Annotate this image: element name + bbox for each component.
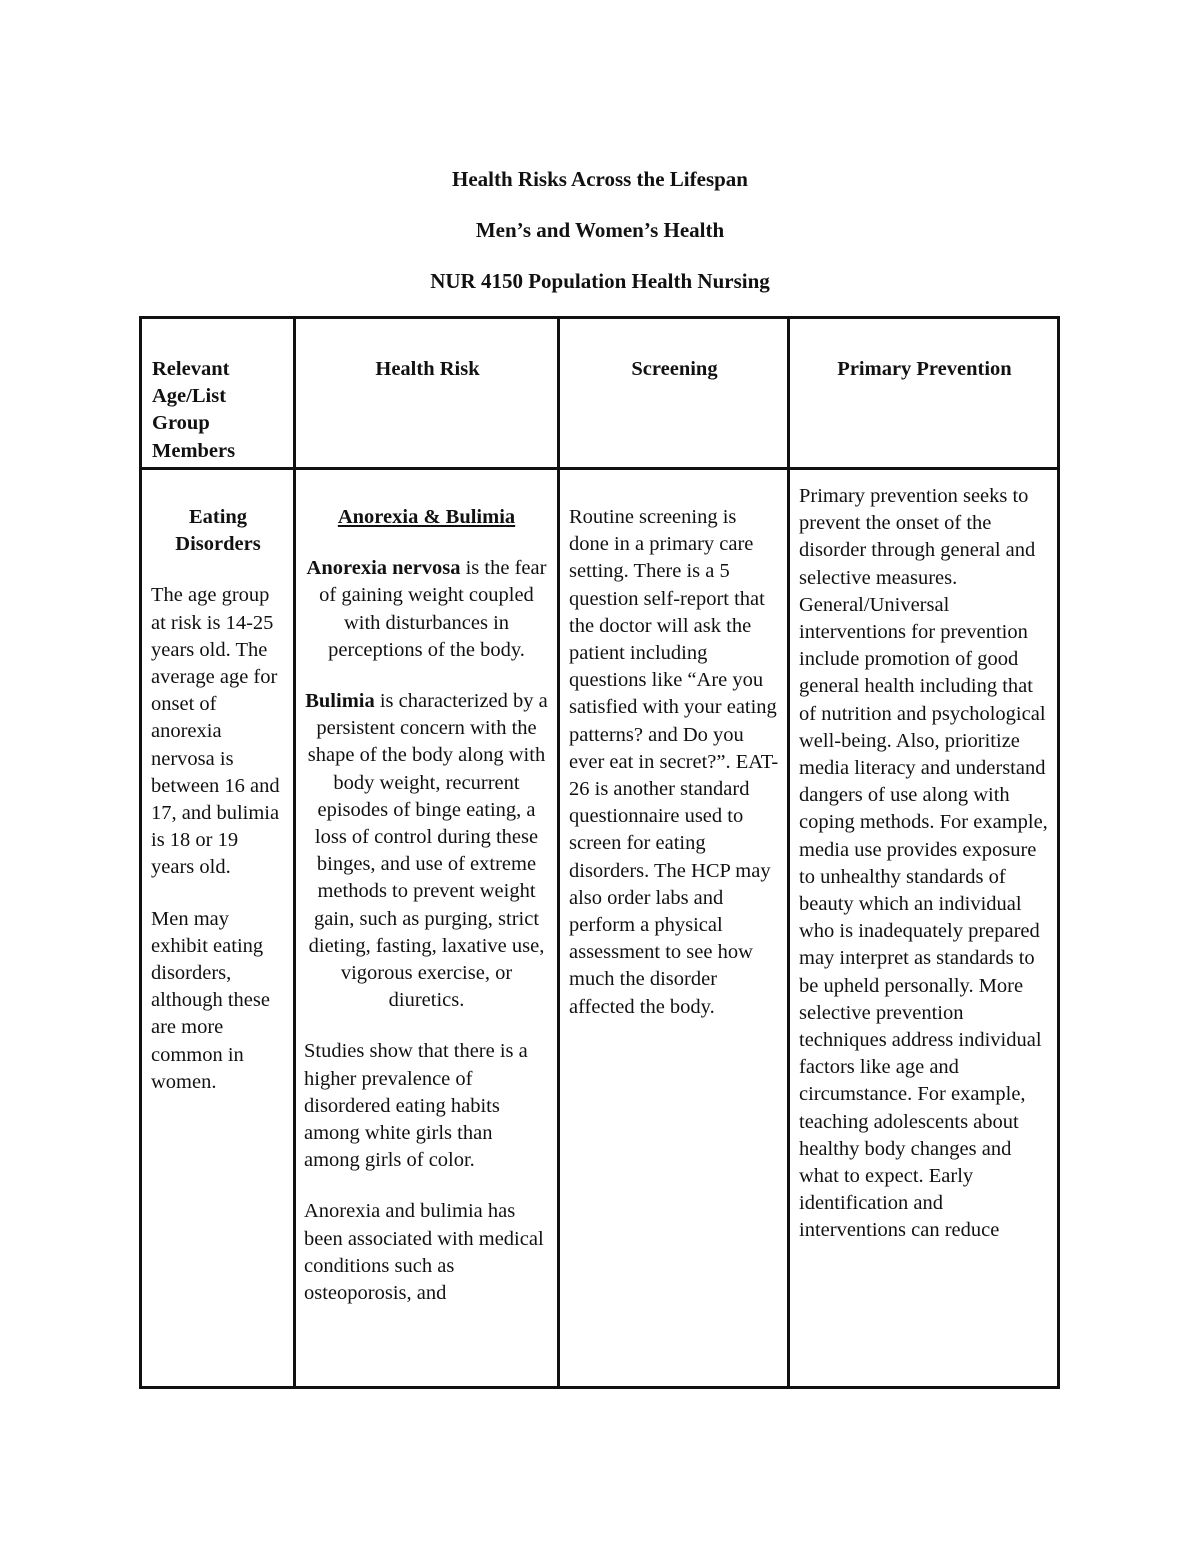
cell-age-group	[141, 469, 295, 1388]
document-header	[0, 164, 1200, 296]
course-title: NUR 4150 Population Health Nursing	[430, 269, 770, 293]
document-subtitle: Men’s and Women’s Health	[475, 218, 725, 242]
risk-associated-paragraph: Anorexia and bulimia has been associated with medical conditions such as osteoporosis, and	[304, 1200, 544, 1305]
bulimia-definition: Bulimia is characterized by a persistent concern with the shape of the body along with body weight, recurrent episodes of binge eating, a loss of control during these binges, and use of extreme methods to prevent weight gain, such as purging, strict dieting, fasting, laxative use, vigorous exercise, or diuretics.	[305, 690, 548, 1012]
anorexia-definition: Anorexia nervosa is the fear of gaining weight coupled with disturbances in perceptions of the body.	[306, 557, 547, 661]
risk-studies-paragraph: Studies show that there is a higher prevalence of disordered eating habits among white girls than among girls of color.	[304, 1040, 528, 1172]
cell-health-risk	[295, 469, 559, 1388]
age-cell-paragraph: The age group at risk is 14-25 years old. The average age for onset of anorexia nervosa is between 16 and 17, and bulimia is 18 or 19 years old.	[151, 584, 280, 879]
prevention-paragraph: Primary prevention seeks to prevent the onset of the disorder through general and selective measures. General/Universal interventions for prevention include promotion of good general health including that of nutrition and psychological well-being. Also, prioritize media literacy and understand dangers of use along with coping methods. For example, media use provides exposure to unhealthy standards of beauty which an individual who is inadequately prepared may interpret as standards to be upheld personally. More selective prevention techniques address individual factors like age and circumstance. For example, teaching adolescents about healthy body changes and what to expect. Early identification and interventions can reduce	[799, 485, 1048, 1242]
age-cell-title: Eating Disorders	[175, 506, 261, 556]
risk-cell-title: Anorexia & Bulimia	[337, 506, 516, 528]
header-health-risk: Health Risk	[295, 318, 559, 469]
health-risk-table	[139, 316, 1060, 1389]
document-title: Health Risks Across the Lifespan	[452, 167, 748, 191]
header-screening: Screening	[559, 318, 789, 469]
header-primary-prevention: Primary Prevention	[789, 318, 1059, 469]
age-cell-paragraph-men: Men may exhibit eating disorders, although these are more common in women.	[151, 907, 270, 1093]
cell-primary-prevention	[789, 469, 1059, 1388]
table-row	[141, 469, 1059, 1388]
table-header-row	[141, 318, 1059, 469]
header-age-group: Relevant Age/List Group Members	[141, 318, 295, 469]
screening-paragraph: Routine screening is done in a primary care setting. There is a 5 question self-report that the doctor will ask the patient including questions like “Are you satisfied with your eating patterns? and Do you ever eat in secret?”. EAT-26 is another standard questionnaire used to screen for eating disorders. The HCP may also order labs and perform a physical assessment to see how much the disorder affected the body.	[569, 506, 779, 1018]
cell-screening	[559, 469, 789, 1388]
